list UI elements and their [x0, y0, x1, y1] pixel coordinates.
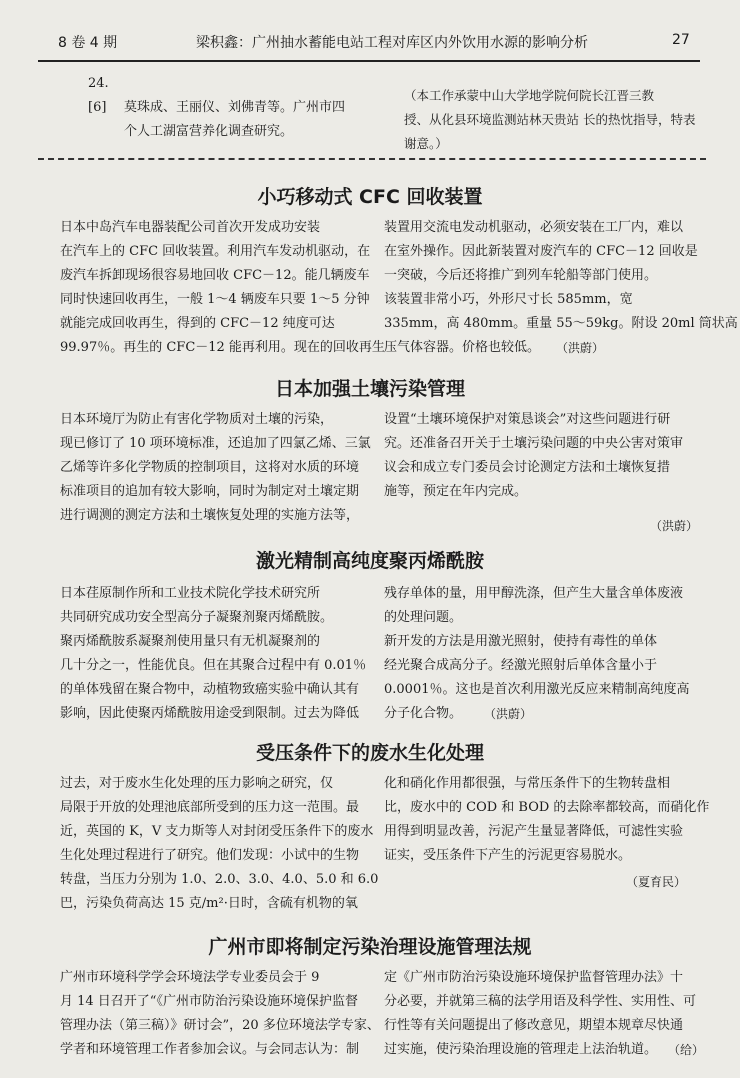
header-rule: [38, 60, 700, 62]
reference-6-line: 个人工湖富营养化调查研究。: [124, 124, 294, 139]
article-body-right: [384, 966, 696, 1062]
text-line: 进行调测的测定方法和土壤恢复处理的实施方法等，: [60, 508, 360, 523]
author-signature: （给）: [668, 1043, 705, 1057]
text-line: 的单体残留在聚合物中，动植物致癌实验中确认其有: [60, 682, 360, 697]
text-line: 议会和成立专门委员会讨论测定方法和土壤恢复措: [384, 460, 671, 475]
article-body-left: [60, 772, 378, 916]
text-line: 分必要，并就第三稿的法学用语及科学性、实用性、可: [384, 994, 697, 1009]
header-title: ：广州抽水蓄能电站工程对库区内外饮用水源的影响分析: [238, 35, 588, 51]
article-body-left: [60, 408, 371, 528]
text-line: 用得到明显改善，污泥产生量显著降低，可滤性实验: [384, 824, 684, 839]
author-signature: （夏育民）: [626, 875, 687, 889]
text-line: 巴，污染负荷高达 15 克/m²·日时，含硫有机物的氧: [60, 896, 358, 911]
text-line: 装置用交流电发动机驱动，必须安装在工厂内，难以: [384, 220, 684, 235]
text-line: 转盘，当压力分别为 1.0、2.0、3.0、4.0、5.0 和 6.0: [60, 872, 379, 887]
text-line: 同时快速回收再生，一般 1～4 辆废车只要 1～5 分钟: [60, 292, 370, 307]
text-line: 影响，因此使聚丙烯酰胺用途受到限制。过去为降低: [60, 706, 360, 721]
article-title: 日本加强土壤污染管理: [274, 378, 465, 400]
article-body-right: [384, 408, 683, 504]
text-line: 乙烯等许多化学物质的控制项目，这将对水质的环境: [60, 460, 360, 475]
text-line: 日本环境厅为防止有害化学物质对土壤的污染，: [60, 412, 334, 427]
section-divider: [38, 158, 706, 160]
article-title: 广州市即将制定污染治理设施管理法规: [208, 936, 532, 958]
text-line: 0.0001％。这也是首次利用激光反应来精制高纯度高: [384, 682, 690, 697]
text-line: 经光聚合成高分子。经激光照射后单体含量小于: [384, 658, 658, 673]
reference-6: [124, 96, 345, 144]
text-line: 学者和环境管理工作者参加会议。与会同志认为：制: [60, 1042, 360, 1057]
text-line: 标准项目的追加有较大影响，同时为制定对土壤定期: [60, 484, 360, 499]
text-line: 广州市环境科学学会环境法学专业委员会于 9: [60, 970, 320, 985]
text-line: 废汽车拆卸现场很容易地回收 CFC－12。能几辆废车: [60, 268, 370, 283]
text-line: 过去，对于废水生化处理的压力影响之研究，仅: [60, 776, 334, 791]
acknowledgement-line: （本工作承蒙中山大学地学院何院长江晋三教: [404, 88, 655, 103]
author-signature: （洪蔚）: [484, 707, 533, 721]
text-line: 一突破，今后还将推广到列车轮船等部门使用。: [384, 268, 658, 283]
text-line: 几十分之一，性能优良。但在其聚合过程中有 0.01％: [60, 658, 367, 673]
text-line: 月 14 日召开了“《广州市防治污染设施环境保护监督: [60, 994, 358, 1009]
text-line: 分子化合物。: [384, 706, 463, 721]
text-line: 现已修订了 10 项环境标准，还追加了四氯乙烯、三氯: [60, 436, 371, 451]
acknowledgement: [404, 84, 695, 156]
text-line: 过实施，使污染治理设施的管理走上法治轨道。: [384, 1042, 658, 1057]
article-title: 小巧移动式 CFC 回收装置: [257, 186, 483, 208]
author-signature: （洪蔚）: [650, 519, 699, 533]
text-line: 在室外操作。因此新装置对废汽车的 CFC－12 回收是: [384, 244, 698, 259]
page-number: 27: [672, 32, 690, 48]
text-line: 局限于开放的处理池底部所受到的压力这一范围。最: [60, 800, 360, 815]
author-signature: （洪蔚）: [556, 341, 605, 355]
text-line: 残存单体的量，用甲醇洗涤，但产生大量含单体废液: [384, 586, 684, 601]
text-line: 99.97％。再生的 CFC－12 能再利用。现在的回收再生: [60, 340, 385, 355]
text-line: 定《广州市防治污染设施环境保护监督管理办法》十: [384, 970, 684, 985]
reference-6-number: [6]: [88, 100, 107, 115]
text-line: 新开发的方法是用激光照射，使持有毒性的单体: [384, 634, 658, 649]
text-line: 比，废水中的 COD 和 BOD 的去除率都较高，而硝化作: [384, 800, 710, 815]
acknowledgement-line: 谢意。）: [404, 136, 448, 151]
running-header: [196, 32, 588, 52]
text-line: 管理办法（第三稿）》研讨会”，20 多位环境法学专家、: [60, 1018, 380, 1033]
reference-6-line: 莫珠成、王丽仪、刘佛青等。广州市四: [124, 100, 346, 115]
text-line: 的处理问题。: [384, 610, 463, 625]
text-line: 日本荏原制作所和工业技术院化学技术研究所: [60, 586, 321, 601]
article-title: 受压条件下的废水生化处理: [255, 742, 484, 764]
text-line: 究。还准备召开关于土壤污染问题的中央公害对策审: [384, 436, 684, 451]
reference-tail: 24.: [88, 76, 109, 91]
text-line: 日本中岛汽车电器装配公司首次开发成功安装: [60, 220, 321, 235]
article-body-right: [384, 772, 709, 868]
article-body-left: [60, 966, 380, 1062]
header-author: 梁积鑫: [196, 35, 238, 51]
text-line: 该装置非常小巧，外形尺寸长 585mm，宽: [384, 292, 633, 307]
text-line: 化和硝化作用都很强，与常压条件下的生物转盘相: [384, 776, 671, 791]
text-line: 行性等有关问题提出了修改意见，期望本规章尽快通: [384, 1018, 684, 1033]
issue-label: 8 卷 4 期: [58, 35, 118, 51]
text-line: 就能完成回收再生，得到的 CFC－12 纯度可达: [60, 316, 335, 331]
text-line: 共同研究成功安全型高分子凝聚剂聚丙烯酰胺。: [60, 610, 334, 625]
text-line: 证实，受压条件下产生的污泥更容易脱水。: [384, 848, 632, 863]
article-body-left: [60, 582, 366, 726]
text-line: 聚丙烯酰胺系凝聚剂使用量只有无机凝聚剂的: [60, 634, 321, 649]
acknowledgement-line: 授、从化县环境监测站林天贵站 长的热忱指导，特表: [404, 112, 696, 127]
article-body-left: [60, 216, 385, 360]
text-line: 335mm，高 480mm。重量 55～59kg。附设 20ml 筒状高: [384, 316, 738, 331]
article-body-right: [384, 582, 690, 726]
text-line: 生化处理过程进行了研究。他们发现：小试中的生物: [60, 848, 360, 863]
text-line: 施等，预定在年内完成。: [384, 484, 528, 499]
text-line: 在汽车上的 CFC 回收装置。利用汽车发动机驱动，在: [60, 244, 371, 259]
article-title: 激光精制高纯度聚丙烯酰胺: [255, 550, 484, 572]
text-line: 近，英国的 K，V 支力斯等人对封闭受压条件下的废水: [60, 824, 374, 839]
text-line: 压气体容器。价格也较低。: [384, 340, 541, 355]
text-line: 设置“土壤环境保护对策恳谈会”对这些问题进行研: [384, 412, 671, 427]
